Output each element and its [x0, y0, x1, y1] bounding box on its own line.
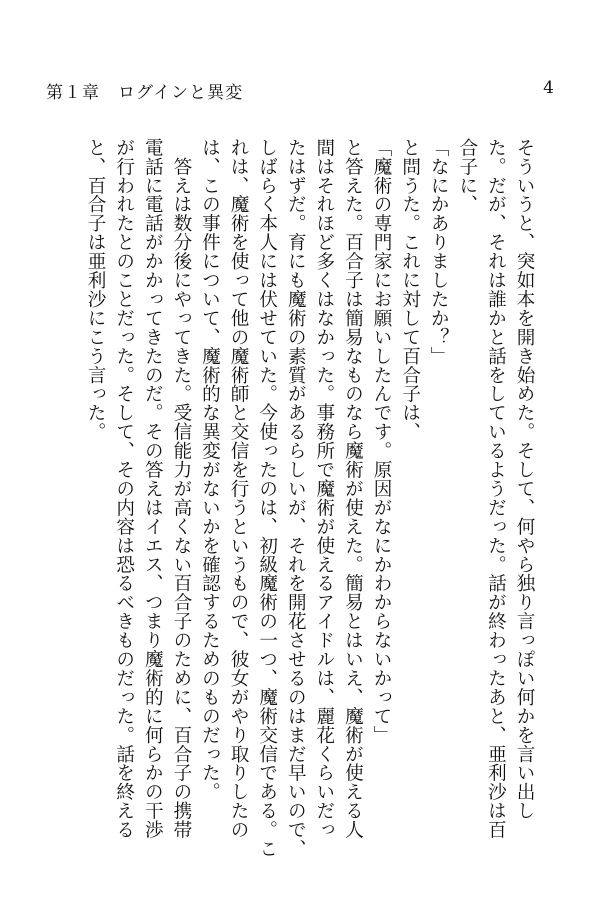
text-line: たはずだ。育にも魔術の素質があるらしいが、それを開花させるのはまだ早いので、: [285, 138, 307, 859]
text-line: 間はそれほど多くはなかった。事務所で魔術が使えるアイドルは、麗花くらいだっ: [313, 138, 335, 840]
text-line: が行われたとのことだった。そして、その内容は恐るべきものだった。話を終える: [113, 138, 135, 840]
text-line: は、この事件について、魔術的な異変がないかを確認するためのものだった。: [199, 138, 221, 802]
chapter-title: 第１章 ログインと異変: [46, 83, 244, 103]
page-header: [46, 78, 554, 106]
text-line: れは、魔術を使って他の魔術師と交信を行うというもので、彼女がやり取りしたの: [228, 138, 250, 840]
page-number: 4: [543, 78, 554, 98]
text-line: と問うた。これに対して百合子は、: [399, 138, 421, 442]
text-line: 電話に電話がかかってきたのだ。その答えはイエス、つまり魔術的に何らかの干渉: [142, 138, 164, 840]
body-text: [38, 138, 538, 859]
text-line: 「魔術の専門家にお願いしたんです。原因がなにかわからないかって」: [371, 138, 393, 745]
text-line: 答えは数分後にやってきた。受信能力が高くない百合子のために、百合子の携帯: [170, 138, 192, 840]
text-line: 合子に、: [456, 138, 478, 214]
text-line: そういうと、突如本を開き始めた。そして、何やら独り言っぽい何かを言い出し: [514, 138, 535, 821]
text-line: しばらく本人には伏せていた。今使ったのは、初級魔術の一つ、魔術交信である。こ: [256, 138, 278, 859]
text-line: た。だが、それは誰かと話をしているようだった。話が終わったあと、亜利沙は百: [485, 138, 507, 840]
text-line: と、百合子は亜利沙にこう言った。: [85, 138, 107, 442]
text-line: 「なにかありましたか？」: [428, 138, 450, 366]
text-line: と答えた。百合子は簡易なものなら魔術が使えた。簡易とはいえ、魔術が使える人: [342, 138, 364, 840]
